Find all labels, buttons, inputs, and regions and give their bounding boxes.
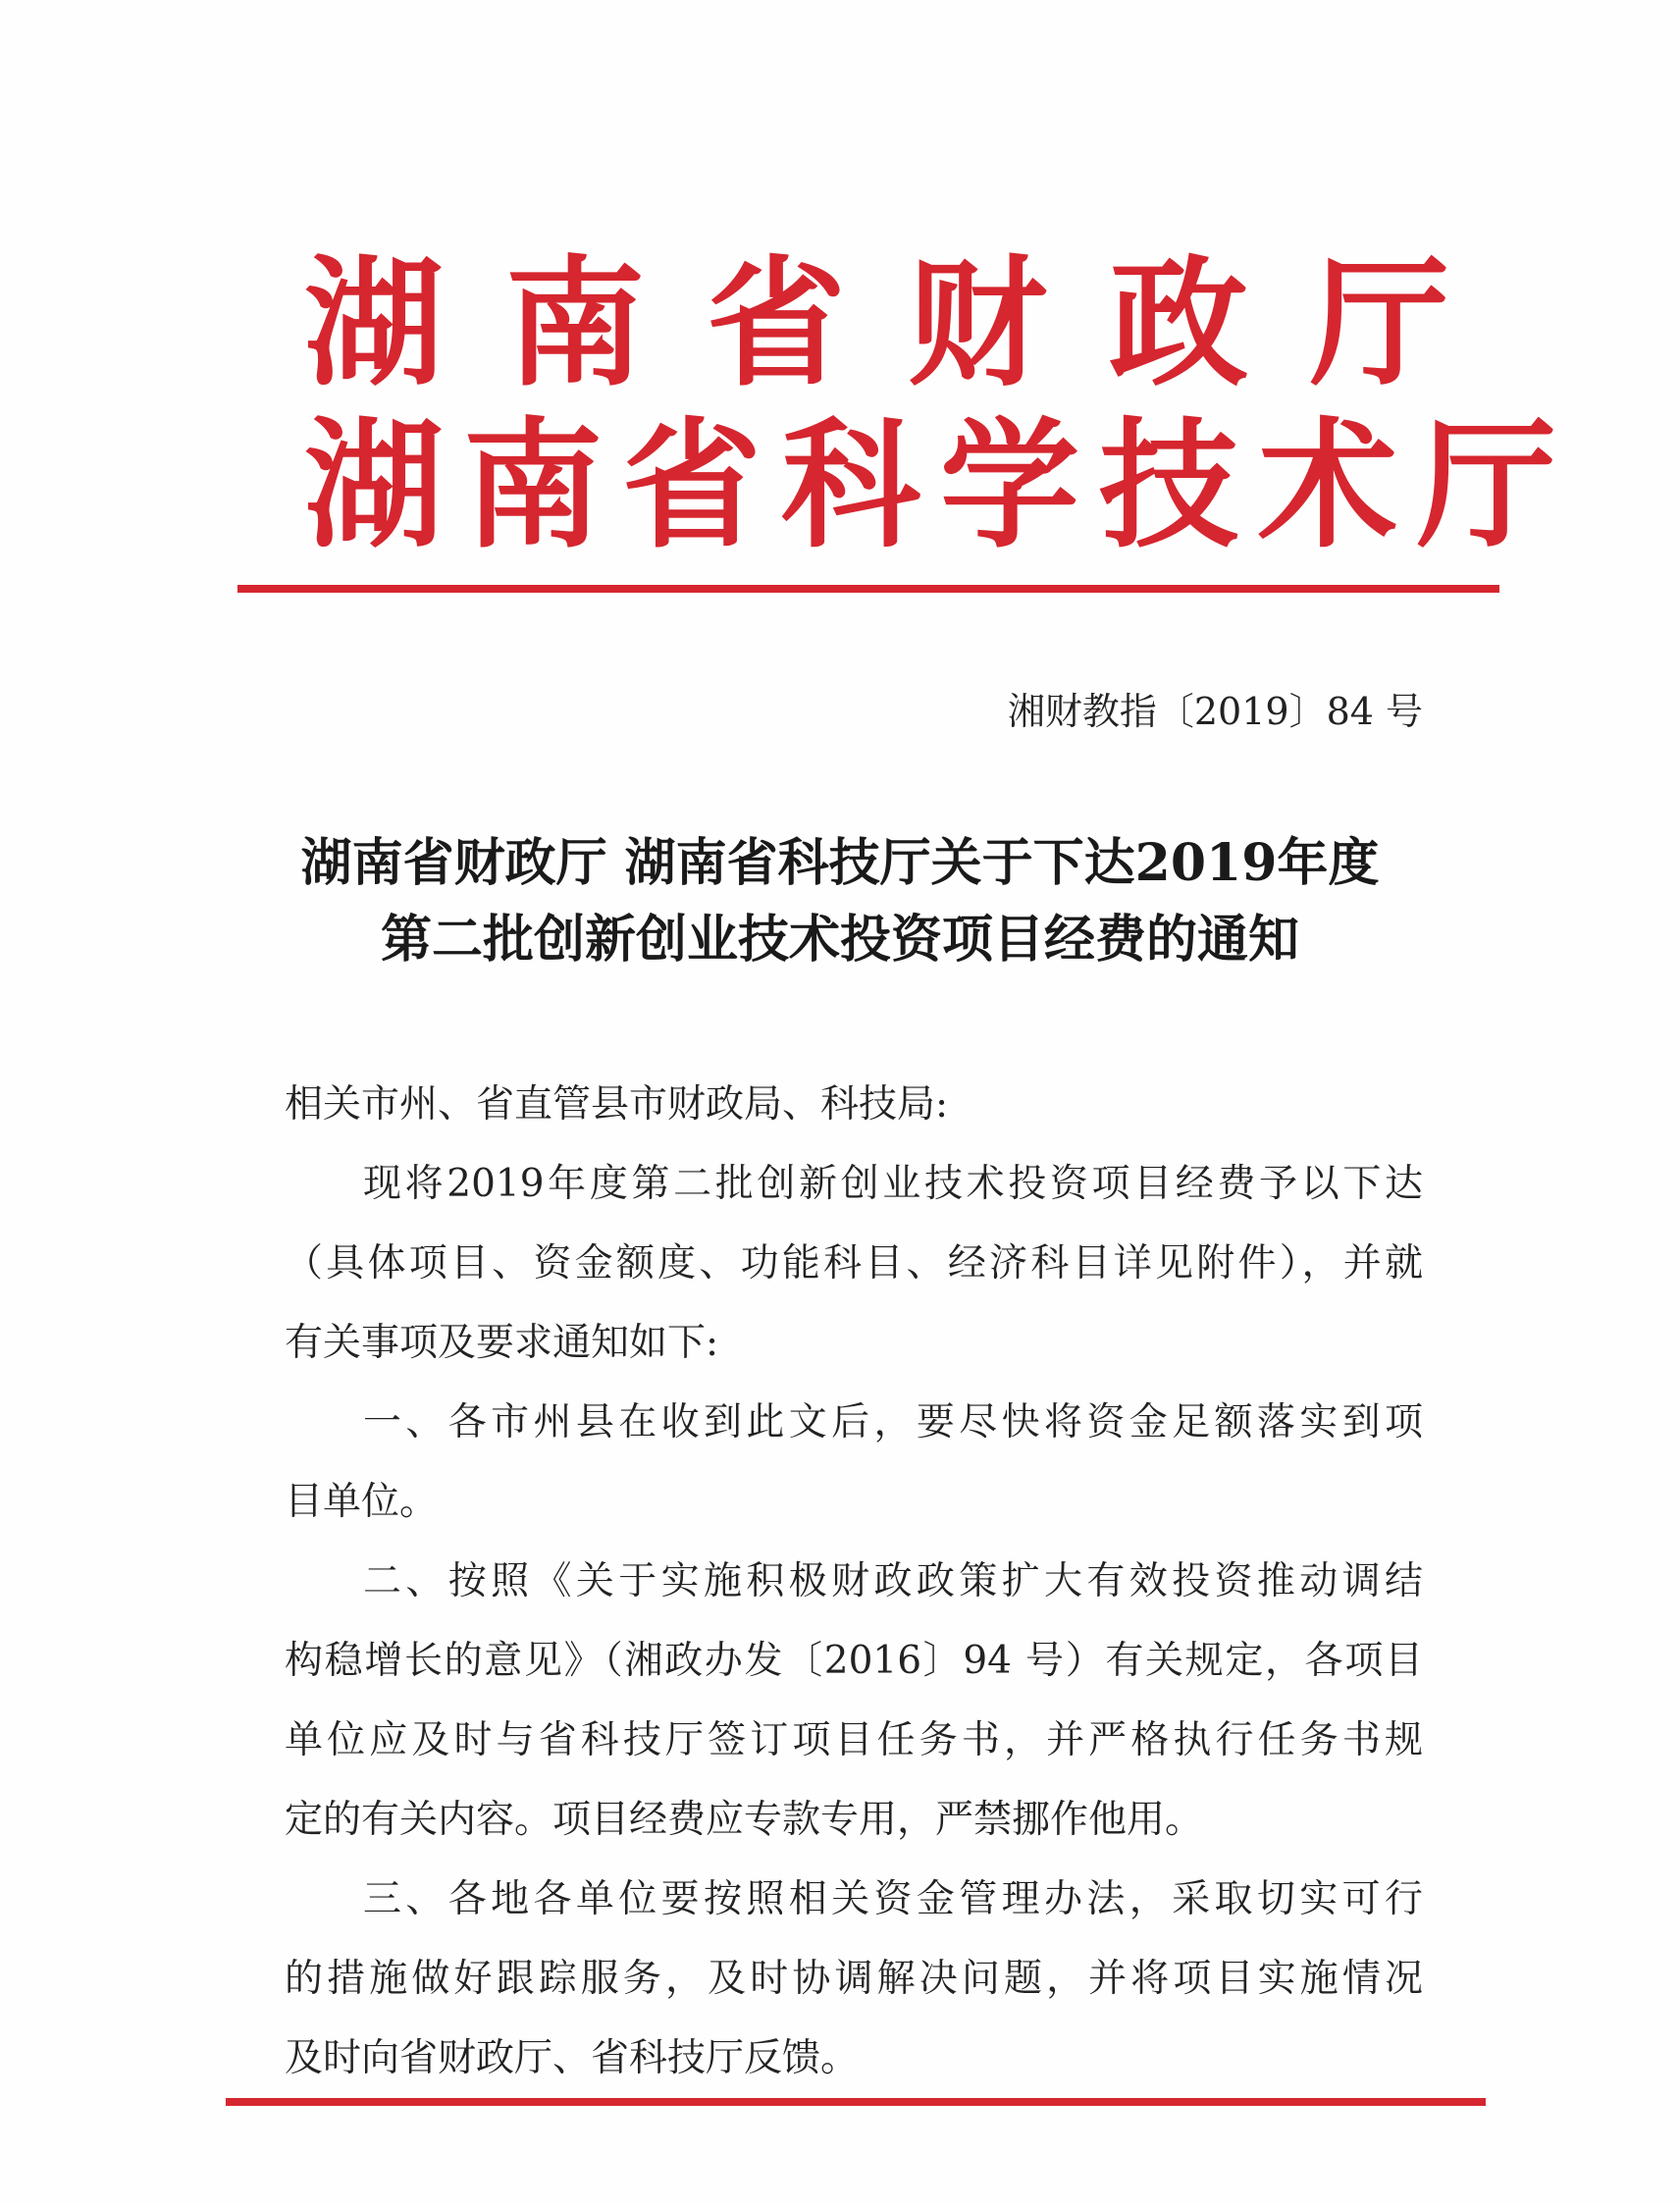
document-number: 湘财教指〔2019〕84 号 bbox=[1007, 690, 1423, 733]
paragraph-4-line: 及时向省财政厅、省科技厅反馈。 bbox=[285, 2036, 860, 2080]
paragraph-1-line: （具体项目、资金额度、功能科目、经济科目详见附件），并就 bbox=[285, 1241, 1423, 1286]
paragraph-3-line: 构稳增长的意见》（湘政办发〔2016〕94 号）有关规定，各项目 bbox=[285, 1639, 1423, 1683]
paragraph-1-line: 现将2019年度第二批创新创业技术投资项目经费予以下达 bbox=[363, 1162, 1423, 1206]
paragraph-4-line: 三、各地各单位要按照相关资金管理办法，采取切实可行 bbox=[363, 1877, 1423, 1921]
notice-title-line-1: 湖南省财政厅 湖南省科技厅关于下达2019年度 bbox=[300, 833, 1380, 893]
issuer-title-finance: 湖南省财政厅 bbox=[304, 242, 1511, 405]
paragraph-1-line: 有关事项及要求通知如下: bbox=[285, 1321, 719, 1365]
paragraph-2-line: 一、各市州县在收到此文后，要尽快将资金足额落实到项 bbox=[363, 1400, 1423, 1444]
paragraph-2-line: 目单位。 bbox=[285, 1480, 439, 1524]
issuer-title-science: 湖南省科学技术厅 bbox=[304, 404, 1576, 567]
header-red-rule bbox=[237, 585, 1499, 593]
notice-title-line-2: 第二批创新创业技术投资项目经费的通知 bbox=[380, 910, 1299, 970]
paragraph-3-line: 二、按照《关于实施积极财政政策扩大有效投资推动调结 bbox=[363, 1559, 1423, 1603]
notice-body bbox=[285, 1065, 1423, 2098]
paragraph-3-line: 单位应及时与省科技厅签订项目任务书，并严格执行任务书规 bbox=[285, 1718, 1423, 1762]
paragraph-4-line: 的措施做好跟踪服务，及时协调解决问题，并将项目实施情况 bbox=[285, 1957, 1423, 2001]
paragraph-3-line: 定的有关内容。项目经费应专款专用，严禁挪作他用。 bbox=[285, 1798, 1204, 1842]
footer-red-rule bbox=[226, 2098, 1486, 2106]
salutation: 相关市州、省直管县市财政局、科技局: bbox=[285, 1082, 949, 1127]
